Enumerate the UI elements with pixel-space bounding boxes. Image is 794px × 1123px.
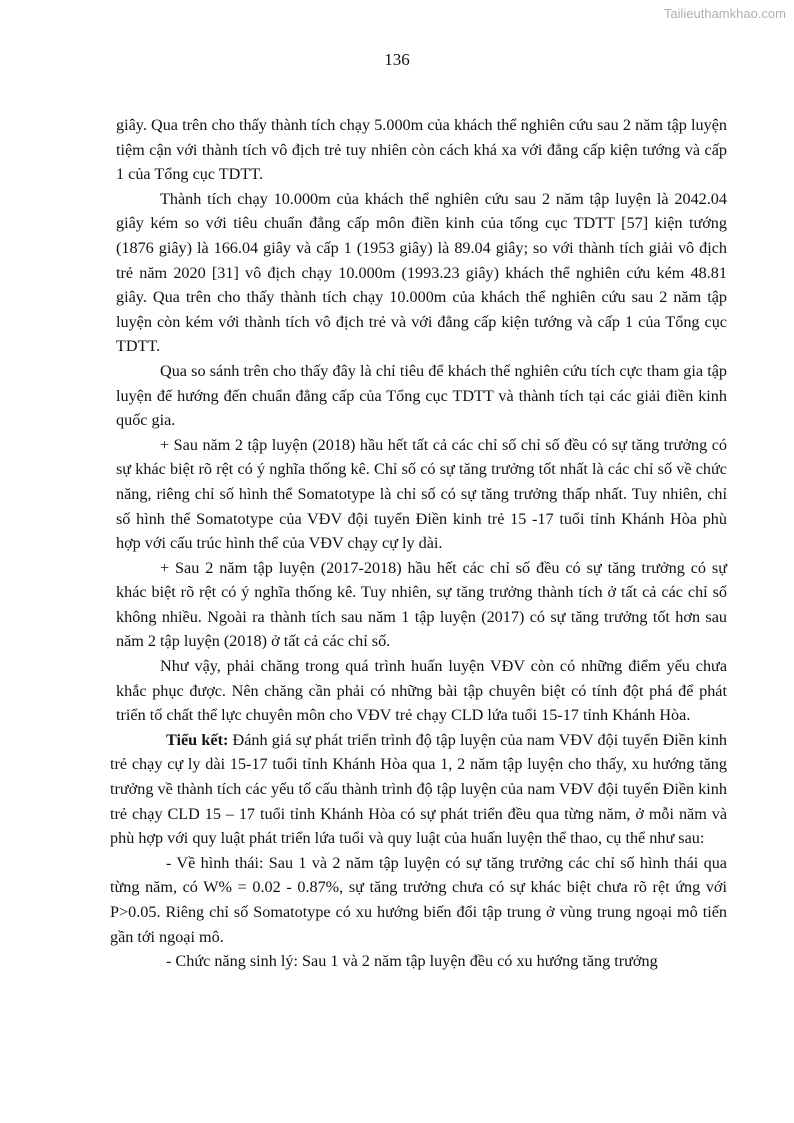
paragraph-year2: + Sau năm 2 tập luyện (2018) hầu hết tất cả các chỉ số chỉ số đều có sự tăng trưởng có sự khác biệt rõ rệt có ý nghĩa thống kê. Chỉ số có sự tăng trưởng tốt nhất là các chỉ số về chức năng, riêng chỉ số hình thể Somatotype là chỉ số có sự tăng trưởng thấp nhất. Tuy nhiên, chỉ số hình thể Somatotype của VĐV đội tuyển Điền kinh trẻ 15 -17 tuổi tỉnh Khánh Hòa phù hợp với cấu trúc hình thể của VĐV chạy cự ly dài. [116, 435, 727, 553]
document-body [110, 113, 728, 974]
summary-text: Đánh giá sự phát triển trình độ tập luyện của nam VĐV đội tuyển Điền kinh trẻ chạy cự ly dài 15-17 tuổi tỉnh Khánh Hòa qua 1, 2 năm tập luyện cho thấy, xu hướng tăng trưởng về thành tích các yếu tố cấu thành trình độ tập luyện của nam VĐV đội tuyển Điền kinh trẻ chạy CLD 15 – 17 tuổi tỉnh Khánh Hòa có sự phát triển đều qua từng năm, ở mỗi năm và phù hợp với quy luật phát triển lứa tuổi và quy luật của huấn luyện thể thao, cụ thể như sau: [110, 730, 728, 848]
watermark-text: Tailieuthamkhao.com [663, 6, 786, 21]
page-number: 136 [384, 50, 410, 69]
bullet-physiology: - Chức năng sinh lý: Sau 1 và 2 năm tập luyện đều có xu hướng tăng trưởng [166, 952, 658, 971]
summary-label: Tiểu kết: [166, 730, 229, 749]
paragraph-comparison: Qua so sánh trên cho thấy đây là chỉ tiêu để khách thể nghiên cứu tích cực tham gia tập luyện để hướng đến chuẩn đẳng cấp của Tổng cục TDTT và thành tích tại các giải điền kinh quốc gia. [116, 361, 727, 430]
bullet-morphology: - Về hình thái: Sau 1 và 2 năm tập luyện có sự tăng trưởng các chỉ số hình thái qua từng năm, có W% = 0.02 - 0.87%, sự tăng trưởng chưa có sự khác biệt chưa rõ rệt ứng với P>0.05. Riêng chỉ số Somatotype có xu hướng biến đổi tập trung ở vùng trung ngoại mô tiến gần tới ngoại mô. [110, 853, 727, 946]
summary-paragraph [110, 728, 727, 851]
paragraph-10000m: Thành tích chạy 10.000m của khách thể nghiên cứu sau 2 năm tập luyện là 2042.04 giây kém so với tiêu chuẩn đẳng cấp môn điền kinh của tổng cục TDTT [57] kiện tướng (1876 giây) là 166.04 giây và cấp 1 (1953 giây) là 89.04 giây; so với thành tích giải vô địch trẻ năm 2020 [31] vô địch chạy 10.000m (1993.23 giây) khách thể nghiên cứu kém 48.81 giây. Qua trên cho thấy thành tích chạy 10.000m của khách thể nghiên cứu sau 2 năm tập luyện còn kém với thành tích vô địch trẻ và với đẳng cấp kiện tướng và cấp 1 của Tổng cục TDTT. [116, 189, 727, 356]
paragraph-continuation: giây. Qua trên cho thấy thành tích chạy 5.000m của khách thể nghiên cứu sau 2 năm tập luyện tiệm cận với thành tích vô địch trẻ tuy nhiên còn cách khá xa với đẳng cấp kiện tướng và cấp 1 của Tổng cục TDTT. [116, 116, 727, 184]
paragraph-conclusion: Như vậy, phải chăng trong quá trình huấn luyện VĐV còn có những điểm yếu chưa khắc phục được. Nên chăng cần phải có những bài tập chuyên biệt có tính đột phá để phát triển tố chất thể lực chuyên môn cho VĐV trẻ chạy CLD lứa tuổi 15-17 tỉnh Khánh Hòa. [116, 657, 727, 725]
paragraph-two-years: + Sau 2 năm tập luyện (2017-2018) hầu hết các chỉ số đều có sự tăng trưởng có sự khác biệt rõ rệt có ý nghĩa thống kê. Tuy nhiên, sự tăng trưởng thành tích ở tất cả các chỉ số không nhiều. Ngoài ra thành tích sau năm 1 tập luyện (2017) có sự tăng trưởng tốt hơn sau năm 2 tập luyện (2018) ở tất cả các chỉ số. [116, 558, 727, 651]
